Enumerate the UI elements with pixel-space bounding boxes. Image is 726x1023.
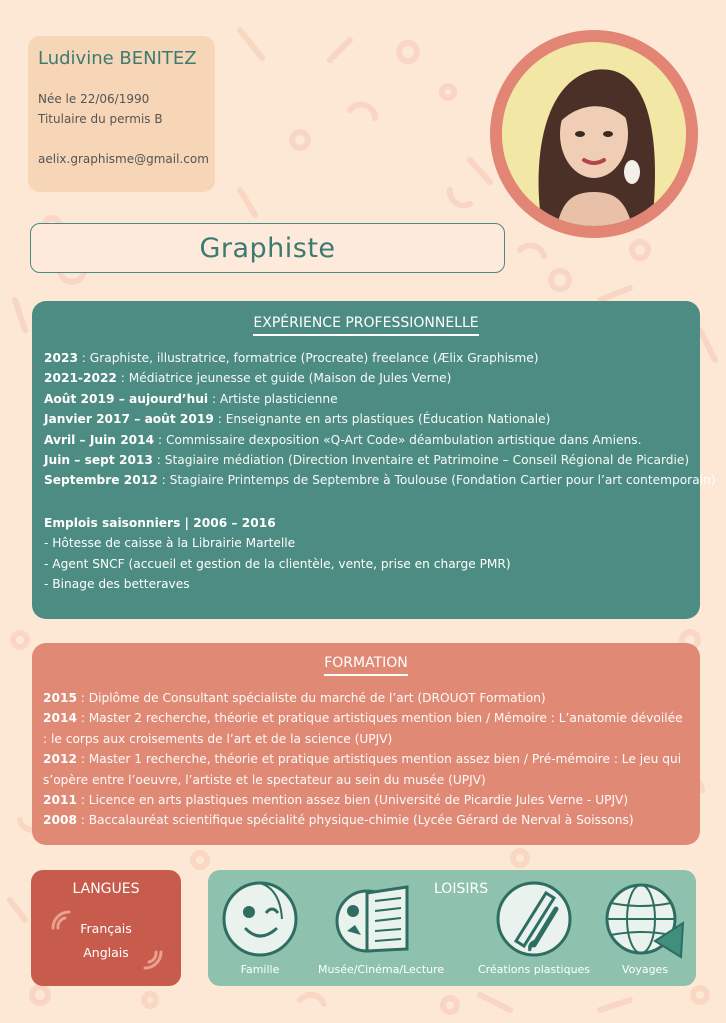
pencil-brush-icon bbox=[494, 879, 574, 959]
portrait-illustration bbox=[502, 42, 686, 226]
person-name: Ludivine BENITEZ bbox=[38, 48, 197, 69]
experience-section bbox=[32, 301, 716, 619]
education-list bbox=[43, 688, 689, 831]
smiley-face-icon bbox=[220, 879, 300, 959]
experience-description: : Artiste plasticienne bbox=[208, 391, 338, 406]
languages-heading: LANGUES bbox=[72, 881, 140, 897]
education-item bbox=[43, 688, 689, 708]
experience-item bbox=[44, 409, 688, 429]
birth-date: Née le 22/06/1990 bbox=[38, 92, 150, 106]
experience-item bbox=[44, 450, 688, 470]
hobbies-section bbox=[208, 870, 696, 986]
languages-section bbox=[31, 870, 181, 986]
education-item bbox=[43, 810, 689, 830]
globe-paper-plane-icon bbox=[605, 879, 685, 959]
email-address[interactable]: aelix.graphisme@gmail.com bbox=[38, 152, 209, 166]
experience-date: Janvier 2017 – août 2019 bbox=[44, 412, 214, 427]
seasonal-job-item: - Hôtesse de caisse à la Librairie Martelle bbox=[44, 536, 296, 551]
experience-item bbox=[44, 430, 688, 450]
education-date: 2014 bbox=[43, 711, 77, 726]
speech-wave-left-icon bbox=[45, 906, 75, 936]
speech-wave-right-icon bbox=[139, 944, 169, 974]
experience-item bbox=[44, 389, 688, 409]
experience-date: Avril – Juin 2014 bbox=[44, 432, 155, 447]
experience-description: : Graphiste, illustratrice, formatrice (Procreate) freelance (Ælix Graphisme) bbox=[77, 351, 539, 365]
hobby-culture bbox=[318, 879, 445, 976]
seasonal-jobs-heading: Emplois saisonniers | 2006 – 2016 bbox=[44, 515, 276, 530]
experience-date: 2021-2022 bbox=[44, 371, 117, 386]
experience-description: : Médiatrice jeunesse et guide (Maison de Jules Verne) bbox=[116, 371, 452, 386]
hobby-label: Musée/Cinéma/Lecture bbox=[318, 963, 445, 976]
education-item bbox=[43, 708, 689, 749]
open-book-icon bbox=[333, 879, 423, 959]
education-heading: FORMATION bbox=[43, 655, 689, 676]
language-item: Anglais bbox=[83, 945, 129, 960]
hobby-label: Famille bbox=[240, 963, 280, 976]
education-date: 2015 bbox=[43, 691, 77, 705]
experience-list bbox=[44, 348, 716, 491]
seasonal-jobs-list bbox=[44, 533, 688, 594]
experience-item bbox=[44, 368, 688, 388]
experience-date: 2023 bbox=[44, 351, 78, 365]
hobby-travel bbox=[600, 879, 690, 976]
experience-description: : Commissaire dexposition «Q-Art Code» déambulation artistique dans Amiens. bbox=[154, 432, 642, 447]
education-date: 2011 bbox=[43, 793, 77, 808]
experience-description: : Stagiaire Printemps de Septembre à Toulouse (Fondation Cartier pour l’art contemporain) bbox=[157, 473, 716, 488]
education-description: : Master 2 recherche, théorie et pratique artistiques mention bien / Mémoire : L’anatomie dévoilée : le corps aux croisements de l’art et de la science (UPJV) bbox=[43, 711, 683, 746]
education-item bbox=[43, 790, 689, 810]
education-description: : Baccalauréat scientifique spécialité physique-chimie (Lycée Gérard de Nerval à Soissons) bbox=[76, 813, 634, 828]
contact-card bbox=[28, 36, 215, 192]
experience-date: Septembre 2012 bbox=[44, 473, 158, 488]
education-date: 2008 bbox=[43, 813, 77, 828]
hobbies-heading: LOISIRS bbox=[434, 881, 489, 897]
experience-item bbox=[44, 470, 716, 490]
experience-description: : Enseignante en arts plastiques (Éducation Nationale) bbox=[213, 412, 551, 427]
seasonal-job-item: - Binage des betteraves bbox=[44, 577, 190, 592]
experience-heading: EXPÉRIENCE PROFESSIONNELLE bbox=[44, 315, 688, 336]
hobby-family bbox=[220, 879, 300, 976]
job-title: Graphiste bbox=[30, 223, 505, 273]
experience-item bbox=[44, 348, 688, 368]
education-date: 2012 bbox=[43, 752, 77, 767]
experience-date: Juin – sept 2013 bbox=[44, 453, 153, 468]
education-description: : Licence en arts plastiques mention assez bien (Université de Picardie Jules Verne - UPJV) bbox=[76, 793, 629, 808]
seasonal-job-item: - Agent SNCF (accueil et gestion de la clientèle, vente, prise en charge PMR) bbox=[44, 556, 511, 571]
education-description: : Master 1 recherche, théorie et pratique artistiques mention assez bien / Pré-mémoire : Le jeu qui s’opère entre l’oeuvre, l’artiste et le spectateur au sein du musée (UPJV) bbox=[43, 752, 682, 787]
hobby-label: Créations plastiques bbox=[477, 963, 591, 976]
education-description: : Diplôme de Consultant spécialiste du marché de l’art (DROUOT Formation) bbox=[76, 691, 546, 705]
language-item: Français bbox=[80, 921, 132, 936]
education-item bbox=[43, 749, 689, 790]
hobby-creations bbox=[468, 879, 600, 976]
avatar-portrait bbox=[490, 30, 698, 238]
driving-license: Titulaire du permis B bbox=[38, 112, 163, 126]
education-section bbox=[32, 643, 700, 845]
experience-date: Août 2019 – aujourd’hui bbox=[44, 391, 209, 406]
hobby-label: Voyages bbox=[621, 963, 669, 976]
experience-description: : Stagiaire médiation (Direction Inventaire et Patrimoine – Conseil Régional de Picardie) bbox=[152, 453, 690, 468]
